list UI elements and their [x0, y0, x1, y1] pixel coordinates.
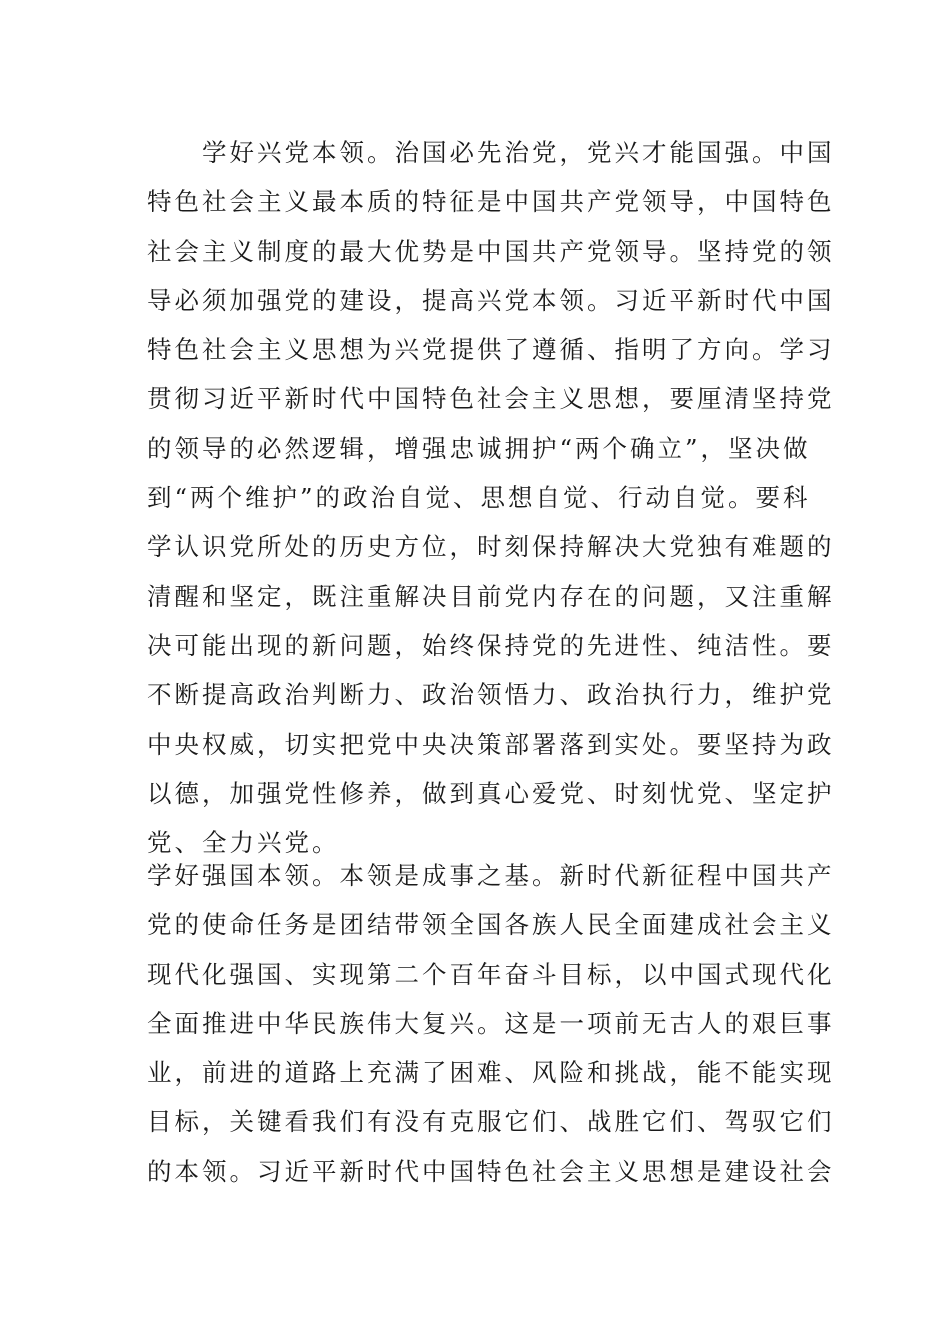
text-line: 党、全力兴党。: [147, 828, 340, 858]
paragraph-party-building: [147, 128, 835, 867]
text-line: 中央权威，切实把党中央决策部署落到实处。要坚持为政: [147, 729, 835, 759]
text-line: 决可能出现的新问题，始终保持党的先进性、纯洁性。要: [147, 630, 835, 660]
text-line: 的领导的必然逻辑，增强忠诚拥护“两个确立”，坚决做: [147, 433, 811, 463]
text-line: 以德，加强党性修养，做到真心爱党、时刻忧党、坚定护: [147, 778, 835, 808]
text-line: 目标，关键看我们有没有克服它们、战胜它们、驾驭它们: [147, 1107, 835, 1137]
text-line: 清醒和坚定，既注重解决目前党内存在的问题，又注重解: [147, 581, 835, 611]
text-line: 学好兴党本领。治国必先治党，党兴才能国强。中国: [147, 138, 835, 167]
text-line: 导必须加强党的建设，提高兴党本领。习近平新时代中国: [147, 285, 835, 315]
text-line: 社会主义制度的最大优势是中国共产党领导。坚持党的领: [147, 236, 835, 266]
text-line: 学好强国本领。本领是成事之基。新时代新征程中国共产: [147, 861, 835, 890]
text-line: 贯彻习近平新时代中国特色社会主义思想，要厘清坚持党: [147, 384, 835, 414]
text-line: 的本领。习近平新时代中国特色社会主义思想是建设社会: [147, 1156, 835, 1186]
text-line: 全面推进中华民族伟大复兴。这是一项前无古人的艰巨事: [147, 1008, 835, 1038]
text-line: 业，前进的道路上充满了困难、风险和挑战，能不能实现: [147, 1058, 835, 1088]
text-line: 特色社会主义最本质的特征是中国共产党领导，中国特色: [147, 187, 835, 217]
paragraph-nation-building: [147, 851, 835, 1196]
text-line: 学认识党所处的历史方位，时刻保持解决大党独有难题的: [147, 532, 835, 562]
text-line: 现代化强国、实现第二个百年奋斗目标，以中国式现代化: [147, 959, 835, 989]
text-line: 特色社会主义思想为兴党提供了遵循、指明了方向。学习: [147, 335, 835, 365]
text-line: 到“两个维护”的政治自觉、思想自觉、行动自觉。要科: [147, 483, 811, 513]
text-line: 党的使命任务是团结带领全国各族人民全面建成社会主义: [147, 910, 835, 940]
text-line: 不断提高政治判断力、政治领悟力、政治执行力，维护党: [147, 680, 835, 710]
